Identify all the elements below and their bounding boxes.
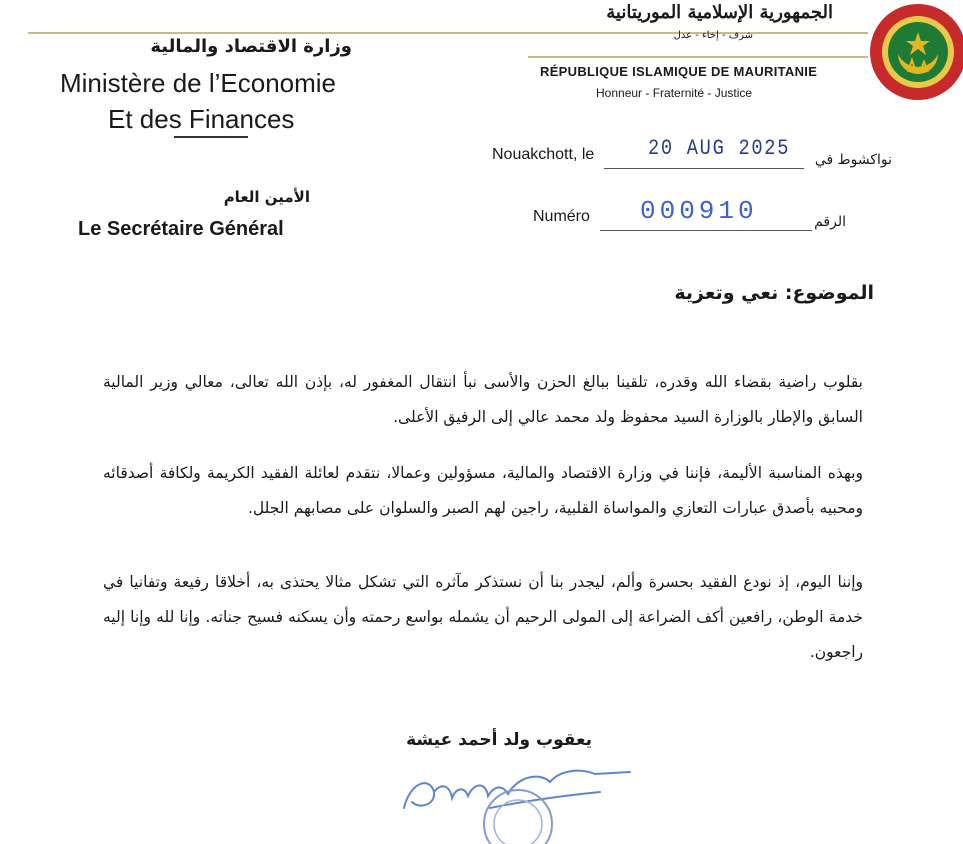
number-stamp: 000910: [640, 196, 758, 226]
office-title-ar: الأمين العام: [223, 188, 310, 206]
national-seal-icon: [868, 2, 963, 102]
number-line: [600, 230, 812, 231]
number-label-fr: Numéro: [533, 208, 590, 225]
motto-ar: شرف - إخاء - عدل: [673, 30, 753, 41]
office-title-fr: Le Secrétaire Général: [78, 218, 284, 240]
motto-fr: Honneur - Fraternité - Justice: [596, 86, 753, 100]
header-rule-secondary: [528, 56, 868, 58]
body-paragraph-2: وبهذه المناسبة الأليمة، فإننا في وزارة الاقتصاد والمالية، مسؤولين وعمالا، نتقدم لعائلة الفقيد الكريمة ولكافة أصدقائه ومحبيه بأصدق عبارات التعازي والمواساة القلبية، راجين لهم الصبر والسلوان على مصابهم الجلل.: [103, 464, 863, 517]
date-label-fr: Nouakchott, le: [492, 146, 595, 163]
signer-name: يعقوب ولد أحمد عيشة: [406, 730, 592, 750]
body-paragraph-1: بقلوب راضية بقضاء الله وقدره، تلقينا ببالغ الحزن والأسى نبأ انتقال المغفور له، بإذن الله تعالى، معالي وزير المالية السابق والإطار بالوزارة السيد محفوظ ولد محمد عالي إلى الرفيق الأعلى.: [103, 373, 863, 426]
official-stamp-icon: [478, 784, 558, 844]
date-label-ar: نواكشوط في: [814, 152, 892, 168]
ministry-name-fr-line2: Et des Finances: [108, 104, 295, 134]
subject-line: الموضوع: نعي وتعزية: [674, 282, 874, 304]
republic-name-fr: RÉPUBLIQUE ISLAMIQUE DE MAURITANIE: [540, 64, 818, 79]
ministry-underline: [174, 136, 248, 138]
body-paragraph-3: وإننا اليوم، إذ نودع الفقيد بحسرة وألم، ليجدر بنا أن نستذكر مآثره التي تشكل مثالا يحتذى به، أخلاقا رفيعة وتفانيا في خدمة الوطن، رافعين أكف الضراعة إلى المولى الرحيم أن يشمله بواسع رحمته وأن يسكنه فسيح جناته. وإنا لله وإنا إليه راجعون.: [103, 573, 863, 661]
number-label-ar: الرقم: [814, 214, 846, 230]
ministry-name-ar: وزارة الاقتصاد والمالية: [150, 36, 352, 57]
date-stamp: 20 AUG 2025: [648, 136, 791, 161]
ministry-name-fr-line1: Ministère de l’Economie: [60, 68, 337, 98]
republic-name-ar: الجمهورية الإسلامية الموريتانية: [606, 2, 833, 23]
date-line: [604, 168, 804, 169]
